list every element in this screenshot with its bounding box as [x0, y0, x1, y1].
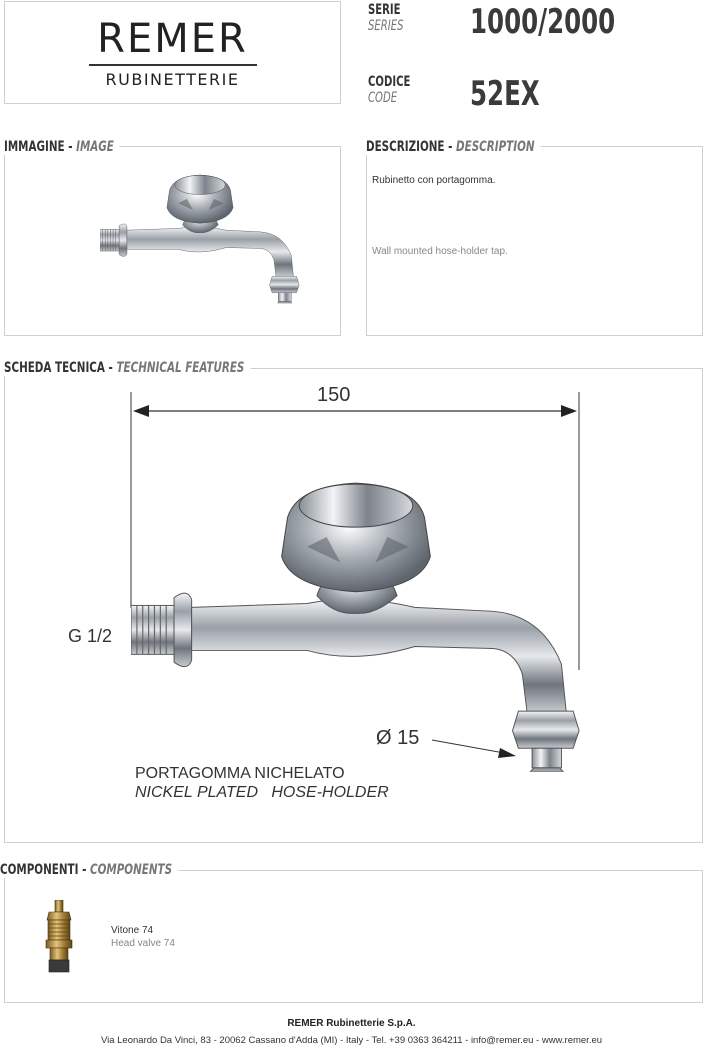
tap-drawing [131, 483, 579, 772]
brand-name: REMER [97, 16, 248, 62]
product-image [100, 168, 300, 308]
description-text-it: Rubinetto con portagomma. [372, 175, 496, 186]
description-text-en: Wall mounted hose-holder tap. [372, 246, 508, 257]
logo-box [4, 1, 341, 104]
image-section-title: IMMAGINE - IMAGE [4, 139, 120, 155]
diameter-label: Ø 15 [376, 727, 420, 749]
dimension-arrow-right [561, 405, 577, 417]
technical-drawing [0, 370, 703, 840]
diameter-arrow [498, 748, 516, 758]
code-label: CODICE [368, 74, 411, 90]
components-section-title: COMPONENTI - COMPONENTS [0, 862, 178, 878]
code-value: 52EX [470, 74, 540, 114]
technical-section-title: SCHEDA TECNICA - TECHNICAL FEATURES [4, 360, 250, 376]
dimension-width-label: 150 [317, 384, 351, 406]
note-it: PORTAGOMMA NICHELATO [135, 765, 345, 782]
logo-divider [89, 64, 257, 66]
description-section-title: DESCRIZIONE - DESCRIPTION [366, 139, 541, 155]
diameter-leader [432, 740, 510, 754]
footer-address: Via Leonardo Da Vinci, 83 - 20062 Cassano d'Adda (MI) - Italy - Tel. +39 0363 364211 - info@remer.eu - www.remer.eu [100, 1035, 603, 1046]
dimension-arrow-left [133, 405, 149, 417]
component-name-en: Head valve 74 [111, 938, 175, 949]
brand-subtitle: RUBINETTERIE [105, 70, 240, 89]
components-frame [4, 870, 703, 1003]
series-label: SERIE [368, 2, 401, 18]
head-valve-image [44, 900, 74, 974]
footer-company: REMER Rubinetterie S.p.A. [287, 1018, 416, 1029]
series-label-en: SERIES [368, 18, 404, 34]
note-en: NICKEL PLATED HOSE-HOLDER [135, 784, 389, 801]
code-label-en: CODE [368, 90, 398, 106]
series-value: 1000/2000 [470, 2, 616, 42]
component-name-it: Vitone 74 [111, 925, 154, 936]
thread-label: G 1/2 [68, 626, 113, 646]
